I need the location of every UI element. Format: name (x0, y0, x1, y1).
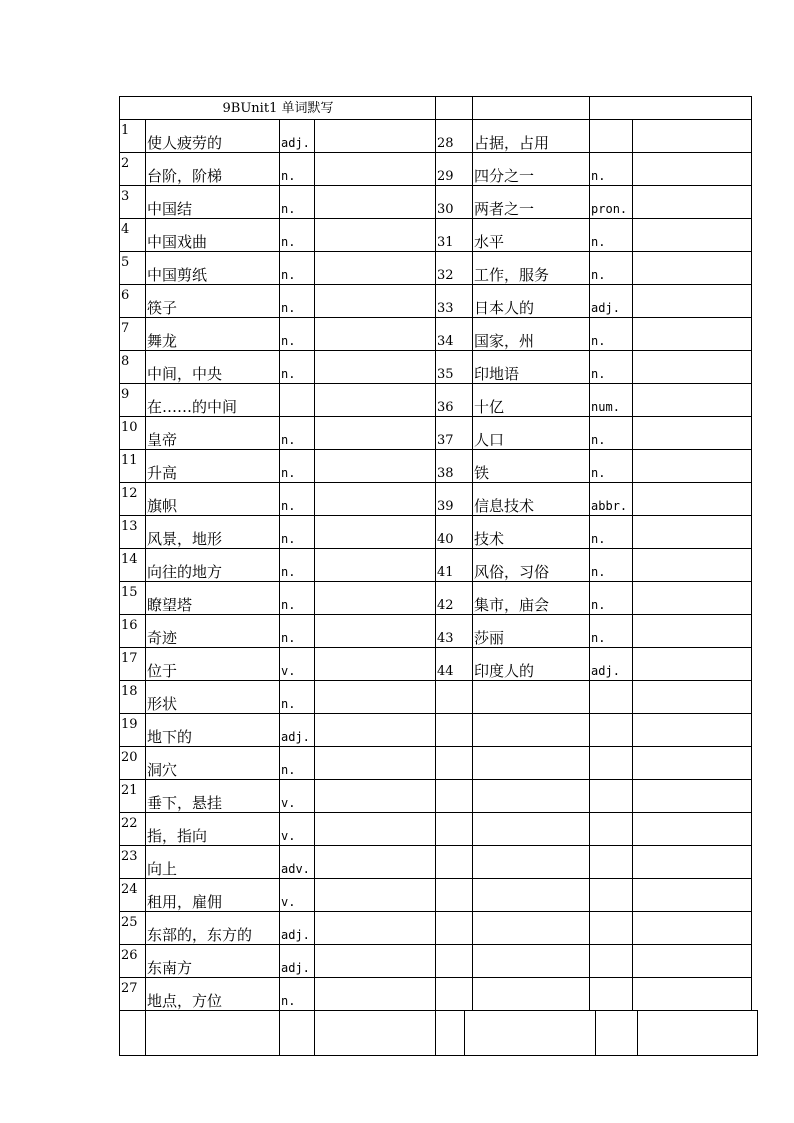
table-row (120, 714, 752, 747)
left-answer-blank[interactable] (315, 648, 436, 681)
left-answer-blank[interactable] (315, 846, 436, 879)
blank-cell[interactable] (638, 1011, 758, 1056)
right-item-number: 33 (436, 285, 473, 318)
right-item-pos (590, 120, 633, 153)
header-row (120, 97, 752, 120)
left-item-pos: n. (280, 285, 315, 318)
right-item-number: 36 (436, 384, 473, 417)
left-item-chinese: 筷子 (146, 285, 280, 318)
table-row (120, 945, 752, 978)
right-item-chinese: 铁 (473, 450, 590, 483)
right-item-chinese: 工作，服务 (473, 252, 590, 285)
right-item-chinese (473, 714, 590, 747)
left-item-number: 15 (120, 582, 146, 615)
right-item-pos: adj. (590, 648, 633, 681)
right-item-pos: abbr. (590, 483, 633, 516)
right-item-number (436, 846, 473, 879)
left-item-pos: n. (280, 417, 315, 450)
left-item-number: 26 (120, 945, 146, 978)
left-item-chinese: 东部的，东方的 (146, 912, 280, 945)
right-item-chinese (473, 945, 590, 978)
left-item-pos: n. (280, 549, 315, 582)
table-row (120, 681, 752, 714)
right-item-number: 30 (436, 186, 473, 219)
right-item-number: 29 (436, 153, 473, 186)
right-item-number: 38 (436, 450, 473, 483)
right-item-pos: num. (590, 384, 633, 417)
right-item-number: 40 (436, 516, 473, 549)
blank-cell[interactable] (465, 1011, 596, 1056)
right-item-pos (590, 945, 633, 978)
left-item-number: 25 (120, 912, 146, 945)
right-answer-blank[interactable] (633, 252, 752, 285)
right-answer-blank[interactable] (633, 351, 752, 384)
left-item-chinese: 洞穴 (146, 747, 280, 780)
right-answer-blank[interactable] (633, 648, 752, 681)
table-row (120, 384, 752, 417)
left-answer-blank[interactable] (315, 483, 436, 516)
header-blank-cell (473, 97, 590, 120)
left-answer-blank[interactable] (315, 780, 436, 813)
left-answer-blank[interactable] (315, 747, 436, 780)
right-item-pos: n. (590, 450, 633, 483)
left-answer-blank[interactable] (315, 153, 436, 186)
right-item-pos (590, 978, 633, 1011)
right-item-number: 39 (436, 483, 473, 516)
left-item-pos (280, 384, 315, 417)
right-item-chinese: 两者之一 (473, 186, 590, 219)
left-item-chinese: 地下的 (146, 714, 280, 747)
right-item-chinese: 日本人的 (473, 285, 590, 318)
right-item-pos: n. (590, 417, 633, 450)
right-item-chinese (473, 879, 590, 912)
right-item-pos: n. (590, 582, 633, 615)
left-item-pos: adj. (280, 912, 315, 945)
left-item-pos: n. (280, 351, 315, 384)
table-row (120, 780, 752, 813)
right-answer-blank[interactable] (633, 780, 752, 813)
right-item-number (436, 945, 473, 978)
right-item-number: 35 (436, 351, 473, 384)
left-item-chinese: 瞭望塔 (146, 582, 280, 615)
right-answer-blank[interactable] (633, 714, 752, 747)
right-item-number: 32 (436, 252, 473, 285)
left-item-pos: v. (280, 813, 315, 846)
right-item-pos (590, 747, 633, 780)
table-row (120, 549, 752, 582)
table-row (120, 879, 752, 912)
table-row (120, 483, 752, 516)
right-item-pos: n. (590, 153, 633, 186)
left-item-chinese: 旗帜 (146, 483, 280, 516)
left-item-number: 8 (120, 351, 146, 384)
table-row (120, 219, 752, 252)
left-answer-blank[interactable] (315, 945, 436, 978)
left-item-pos: n. (280, 186, 315, 219)
left-item-pos: adj. (280, 945, 315, 978)
right-answer-blank[interactable] (633, 879, 752, 912)
right-answer-blank[interactable] (633, 285, 752, 318)
table-row (120, 318, 752, 351)
left-item-chinese: 在……的中间 (146, 384, 280, 417)
right-item-pos (590, 813, 633, 846)
right-answer-blank[interactable] (633, 120, 752, 153)
right-answer-blank[interactable] (633, 153, 752, 186)
right-item-pos (590, 912, 633, 945)
left-item-number: 23 (120, 846, 146, 879)
left-item-pos: n. (280, 747, 315, 780)
left-item-pos: n. (280, 483, 315, 516)
right-answer-blank[interactable] (633, 747, 752, 780)
right-item-number (436, 912, 473, 945)
left-item-chinese: 使人疲劳的 (146, 120, 280, 153)
worksheet (119, 96, 758, 1056)
right-answer-blank[interactable] (633, 813, 752, 846)
left-item-number: 1 (120, 120, 146, 153)
right-item-number: 44 (436, 648, 473, 681)
right-item-chinese: 集市，庙会 (473, 582, 590, 615)
left-item-chinese: 位于 (146, 648, 280, 681)
right-item-chinese (473, 747, 590, 780)
blank-cell[interactable] (315, 1011, 436, 1056)
left-item-chinese: 中国结 (146, 186, 280, 219)
left-item-pos: n. (280, 219, 315, 252)
right-item-pos: n. (590, 252, 633, 285)
table-row (120, 747, 752, 780)
right-item-chinese (473, 780, 590, 813)
header-blank-cell (436, 97, 473, 120)
left-item-pos: n. (280, 516, 315, 549)
table-row (120, 450, 752, 483)
left-answer-blank[interactable] (315, 615, 436, 648)
left-answer-blank[interactable] (315, 549, 436, 582)
left-item-pos: v. (280, 648, 315, 681)
right-answer-blank[interactable] (633, 483, 752, 516)
blank-cell[interactable] (280, 1011, 315, 1056)
left-item-chinese: 向往的地方 (146, 549, 280, 582)
left-answer-blank[interactable] (315, 714, 436, 747)
left-item-pos: adj. (280, 120, 315, 153)
right-item-number: 42 (436, 582, 473, 615)
left-item-pos: adv. (280, 846, 315, 879)
right-item-chinese: 技术 (473, 516, 590, 549)
right-item-number: 37 (436, 417, 473, 450)
table-row (120, 582, 752, 615)
right-answer-blank[interactable] (633, 945, 752, 978)
left-item-chinese: 皇帝 (146, 417, 280, 450)
left-item-number: 6 (120, 285, 146, 318)
table-row (120, 516, 752, 549)
table-row (120, 153, 752, 186)
table-row (120, 351, 752, 384)
table-row (120, 813, 752, 846)
right-item-number (436, 879, 473, 912)
right-item-pos: n. (590, 318, 633, 351)
left-item-chinese: 指，指向 (146, 813, 280, 846)
right-answer-blank[interactable] (633, 978, 752, 1011)
left-answer-blank[interactable] (315, 186, 436, 219)
left-item-pos: n. (280, 252, 315, 285)
right-item-number (436, 681, 473, 714)
left-item-pos: n. (280, 450, 315, 483)
left-item-number: 14 (120, 549, 146, 582)
left-item-number: 7 (120, 318, 146, 351)
left-item-pos: n. (280, 318, 315, 351)
right-answer-blank[interactable] (633, 450, 752, 483)
left-answer-blank[interactable] (315, 318, 436, 351)
right-item-number: 41 (436, 549, 473, 582)
left-item-number: 18 (120, 681, 146, 714)
left-item-chinese: 舞龙 (146, 318, 280, 351)
right-item-chinese (473, 846, 590, 879)
left-item-number: 22 (120, 813, 146, 846)
table-row (120, 648, 752, 681)
left-item-number: 13 (120, 516, 146, 549)
right-item-number (436, 813, 473, 846)
right-item-pos: n. (590, 351, 633, 384)
right-item-pos (590, 780, 633, 813)
left-item-number: 27 (120, 978, 146, 1011)
left-item-pos: n. (280, 615, 315, 648)
right-answer-blank[interactable] (633, 384, 752, 417)
right-item-number (436, 780, 473, 813)
right-item-pos: n. (590, 219, 633, 252)
right-item-chinese: 水平 (473, 219, 590, 252)
right-answer-blank[interactable] (633, 912, 752, 945)
left-item-number: 9 (120, 384, 146, 417)
left-item-number: 21 (120, 780, 146, 813)
left-item-pos: n. (280, 681, 315, 714)
left-item-chinese: 东南方 (146, 945, 280, 978)
table-row (120, 615, 752, 648)
left-item-pos: n. (280, 153, 315, 186)
left-answer-blank[interactable] (315, 681, 436, 714)
left-item-pos: v. (280, 879, 315, 912)
right-item-pos (590, 714, 633, 747)
right-item-pos (590, 681, 633, 714)
left-answer-blank[interactable] (315, 978, 436, 1011)
right-item-pos: n. (590, 549, 633, 582)
right-item-number: 28 (436, 120, 473, 153)
right-answer-blank[interactable] (633, 549, 752, 582)
right-item-chinese (473, 978, 590, 1011)
right-answer-blank[interactable] (633, 318, 752, 351)
left-item-number: 16 (120, 615, 146, 648)
right-item-chinese: 人口 (473, 417, 590, 450)
table-row (120, 186, 752, 219)
vocab-table (119, 96, 752, 1011)
left-answer-blank[interactable] (315, 516, 436, 549)
left-item-pos: n. (280, 978, 315, 1011)
right-item-chinese: 占据，占用 (473, 120, 590, 153)
table-row (120, 120, 752, 153)
right-item-number: 43 (436, 615, 473, 648)
right-item-pos: n. (590, 516, 633, 549)
right-item-chinese: 印度人的 (473, 648, 590, 681)
table-row (120, 417, 752, 450)
right-item-number (436, 714, 473, 747)
left-item-number: 20 (120, 747, 146, 780)
right-item-number: 31 (436, 219, 473, 252)
left-answer-blank[interactable] (315, 417, 436, 450)
right-item-chinese: 印地语 (473, 351, 590, 384)
right-item-chinese: 风俗，习俗 (473, 549, 590, 582)
right-item-chinese: 国家，州 (473, 318, 590, 351)
left-answer-blank[interactable] (315, 450, 436, 483)
right-item-chinese (473, 813, 590, 846)
left-item-chinese: 中国戏曲 (146, 219, 280, 252)
right-item-pos: pron. (590, 186, 633, 219)
left-item-number: 4 (120, 219, 146, 252)
left-item-chinese: 台阶，阶梯 (146, 153, 280, 186)
left-item-chinese: 垂下，悬挂 (146, 780, 280, 813)
table-row (120, 252, 752, 285)
left-item-chinese: 地点，方位 (146, 978, 280, 1011)
left-item-number: 5 (120, 252, 146, 285)
right-item-chinese (473, 681, 590, 714)
left-item-chinese: 中国剪纸 (146, 252, 280, 285)
left-answer-blank[interactable] (315, 285, 436, 318)
left-item-number: 19 (120, 714, 146, 747)
right-item-pos: n. (590, 615, 633, 648)
left-item-number: 10 (120, 417, 146, 450)
right-item-pos (590, 879, 633, 912)
right-answer-blank[interactable] (633, 846, 752, 879)
left-answer-blank[interactable] (315, 879, 436, 912)
right-item-chinese: 信息技术 (473, 483, 590, 516)
blank-cell[interactable] (120, 1011, 146, 1056)
left-answer-blank[interactable] (315, 582, 436, 615)
blank-cell[interactable] (436, 1011, 465, 1056)
right-item-number (436, 978, 473, 1011)
right-item-chinese: 四分之一 (473, 153, 590, 186)
right-item-pos (590, 846, 633, 879)
left-item-chinese: 形状 (146, 681, 280, 714)
left-item-number: 12 (120, 483, 146, 516)
left-answer-blank[interactable] (315, 219, 436, 252)
trailing-blank-row (119, 1010, 758, 1056)
right-answer-blank[interactable] (633, 681, 752, 714)
worksheet-title: 9BUnit1 单词默写 (120, 97, 436, 120)
left-item-chinese: 奇迹 (146, 615, 280, 648)
left-answer-blank[interactable] (315, 912, 436, 945)
left-answer-blank[interactable] (315, 351, 436, 384)
left-item-number: 17 (120, 648, 146, 681)
table-row (120, 846, 752, 879)
header-blank-cell (590, 97, 752, 120)
right-answer-blank[interactable] (633, 417, 752, 450)
right-item-number (436, 747, 473, 780)
right-item-pos: adj. (590, 285, 633, 318)
left-answer-blank[interactable] (315, 120, 436, 153)
left-item-chinese: 升高 (146, 450, 280, 483)
left-item-chinese: 向上 (146, 846, 280, 879)
table-row (120, 978, 752, 1011)
left-item-pos: n. (280, 582, 315, 615)
right-answer-blank[interactable] (633, 516, 752, 549)
left-answer-blank[interactable] (315, 384, 436, 417)
right-answer-blank[interactable] (633, 219, 752, 252)
right-answer-blank[interactable] (633, 615, 752, 648)
blank-cell[interactable] (596, 1011, 638, 1056)
right-item-chinese: 十亿 (473, 384, 590, 417)
left-item-number: 3 (120, 186, 146, 219)
left-item-chinese: 中间，中央 (146, 351, 280, 384)
left-item-chinese: 租用，雇佣 (146, 879, 280, 912)
left-item-number: 2 (120, 153, 146, 186)
right-item-chinese (473, 912, 590, 945)
table-row (120, 912, 752, 945)
left-item-number: 11 (120, 450, 146, 483)
left-item-pos: v. (280, 780, 315, 813)
right-item-chinese: 莎丽 (473, 615, 590, 648)
left-item-pos: adj. (280, 714, 315, 747)
table-row (120, 285, 752, 318)
left-answer-blank[interactable] (315, 813, 436, 846)
blank-cell[interactable] (146, 1011, 280, 1056)
left-answer-blank[interactable] (315, 252, 436, 285)
right-item-number: 34 (436, 318, 473, 351)
left-item-number: 24 (120, 879, 146, 912)
right-answer-blank[interactable] (633, 582, 752, 615)
left-item-chinese: 风景，地形 (146, 516, 280, 549)
right-answer-blank[interactable] (633, 186, 752, 219)
